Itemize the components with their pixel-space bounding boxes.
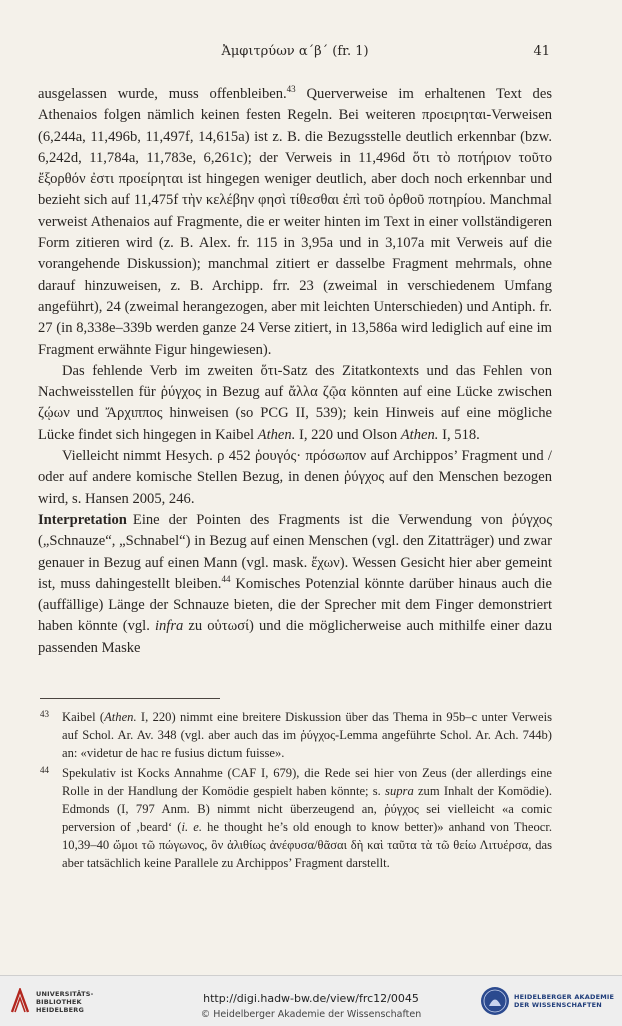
- logo-text-line: BIBLIOTHEK: [36, 998, 82, 1006]
- viewer-footer: [0, 975, 622, 1026]
- running-title: Ἀμφιτρύων α´β´ (fr. 1): [221, 44, 369, 59]
- footnote-ref[interactable]: 44: [221, 573, 231, 584]
- italic-run: Athen.: [400, 426, 439, 443]
- footnotes: [40, 708, 552, 874]
- page-number: 41: [533, 44, 550, 59]
- text-run: he thought he’s old enough to know better)» anhand von Theocr. 10,39–40 ὤμοι τῶ πώγωνος, ὃν ἀλιθίως ἀνέφυσα/θᾶσαι δὴ καὶ ταῦτα τὰ τῶ θείω Λιτυέρσα, das aber tatsächlich keine Parallele zu Archippos’ Fragment darstellt.: [62, 820, 552, 870]
- footnote: [40, 764, 552, 872]
- academy-name: [514, 993, 614, 1009]
- text-run: Querverweise im erhaltenen Text des Athenaios folgen nämlich keinen festen Regeln. Bei weiteren προειρηται-Verweisen (6,244a, 11,496b, 11,497f, 14,615a) ist z. B. die Bezugsstelle deutlich erkennbar (bzw. 6,242d, 11,784a, 11,783e, 6,261c); der Verweis in 11,496d ὅτι τὸ ποτήριον τοῦτο ἔξορθόν ἐστι προείρηται ist hingegen weniger deutlich, aber doch noch erkennbar und bezieht sich auf 11,475f τὴν κελέβην φησὶ τίθεσθαι ἐπὶ τοῦ ὀρθοῦ ποτηρίου. Manchmal verweist Athenaios auf Fragmente, die er weiter hinten im Text in einer vollständigeren Form zitieren wird (z. B. Alex. fr. 115 in 3,95a und in 3,107a mit Verweis auf die vorangehende Diskussion); manchmal zitiert er dasselbe Fragment mehrmals, ohne darauf hinzuweisen, z. B. Archipp. frr. 23 (zweimal in verschiedenem Umfang angeführt), 24 (zweimal herangezogen, aber mit leichten Unterschieden) und Antiph. fr. 27 (in 8,338e–339b werden ganze 24 Verse zitiert, in 13,586a wird lediglich auf eine im Fragment erwähnte Figur hingewiesen).: [38, 86, 552, 358]
- text-run: I, 518.: [438, 426, 480, 443]
- text-run: ausgelassen wurde, muss offenbleiben.: [38, 86, 287, 102]
- section-heading: Interpretation: [38, 511, 127, 528]
- text-run: Spekulativ ist Kocks Annahme (CAF I, 679), die Rede sei hier von Zeus (der allerdings eine Rolle in der Handlung der Komödie gespielt haben könnte; s.: [62, 766, 552, 798]
- text-run: Komisches Potenzial könnte darüber hinaus auch die (auffällige) Länge der Schnauze bieten, die der Sprecher mit dem Finger demonstriert haben könnte (vgl.: [38, 575, 552, 635]
- footnote-number: 44: [40, 765, 49, 775]
- footnote-number: 43: [40, 709, 49, 719]
- main-text: [38, 84, 552, 659]
- logo-text-line: HEIDELBERGER AKADEMIE: [514, 993, 615, 1001]
- text-run: Vielleicht nimmt Hesych. ρ 452 ῥουγός· πρόσωπον auf Archippos’ Fragment und / oder auf andere komische Stellen Bezug, in denen ῥύγχος auf den Menschen bezogen wird, s. Hansen 2005, 246.: [38, 448, 552, 507]
- text-run: Eine der Pointen des Fragments ist die Verwendung von ῥύγχος („Schnauze“, „Schnabel“) in Bezug auf einen Menschen (vgl. den Zitatträger) und zwar genauer in Bezug auf einen Mann (vgl. mask. ἔχων). Wessen Gesicht hier aber gemeint ist, muss dahingestellt bleiben.: [38, 511, 552, 592]
- text-run: Kaibel (: [62, 710, 105, 724]
- italic-run: infra: [154, 618, 184, 635]
- italic-run: supra: [385, 784, 414, 798]
- logo-text-line: UNIVERSITÄTS-: [36, 990, 94, 998]
- logo-text-line: HEIDELBERG: [36, 1006, 85, 1014]
- copyright-notice: © Heidelberger Akademie der Wissenschaften: [200, 1009, 422, 1020]
- footnote: [40, 708, 552, 762]
- text-run: I, 220) nimmt eine breitere Diskussion über das Thema in 95b–c unter Verweis auf Schol. Ar. Av. 348 (vgl. aber auch das im ῥύγχος-Lemma angeführte Schol. Ar. Ach. 744b) an: «videtur de hac re fusius dictum fuisse».: [62, 710, 552, 760]
- footnote-divider: [40, 698, 220, 699]
- logo-text-line: DER WISSENSCHAFTEN: [514, 1001, 602, 1009]
- text-run: zum Inhalt der Komödie). Edmonds (I, 797 Anm. B) nimmt nicht überzeugend an, ῥύγχος sei vielleicht «a comic perversion of ‚beard‘ (: [62, 784, 552, 834]
- permalink-url[interactable]: http://digi.hadw-bw.de/view/frc12/0045: [203, 992, 419, 1005]
- paragraph: [38, 84, 552, 361]
- text-run: zu οὑτωσί) und die möglicherweise auch mithilfe einer dazu passenden Maske: [38, 618, 553, 656]
- text-run: I, 220 und Olson: [295, 426, 401, 443]
- italic-run: Athen.: [257, 426, 296, 443]
- footnote-ref[interactable]: 43: [286, 84, 296, 95]
- text-run: Das fehlende Verb im zweiten ὅτι-Satz des Zitatkontexts und das Fehlen von Nachweisstellen für ῥύγχος in Bezug auf ἄλλα ζῷα könnten auf eine Lücke zwischen ζῴων und Ἄρχιππος hinweisen (so PCG II, 539); kein Hinweis auf eine mögliche Lücke findet sich hingegen in Kaibel: [38, 362, 552, 443]
- italic-run: i. e.: [181, 820, 202, 834]
- paragraph: [38, 361, 552, 446]
- academy-seal-icon[interactable]: [480, 986, 510, 1016]
- paragraph: [38, 510, 552, 659]
- paragraph: [38, 446, 552, 510]
- italic-run: Athen.: [104, 710, 137, 724]
- running-header: [40, 44, 550, 64]
